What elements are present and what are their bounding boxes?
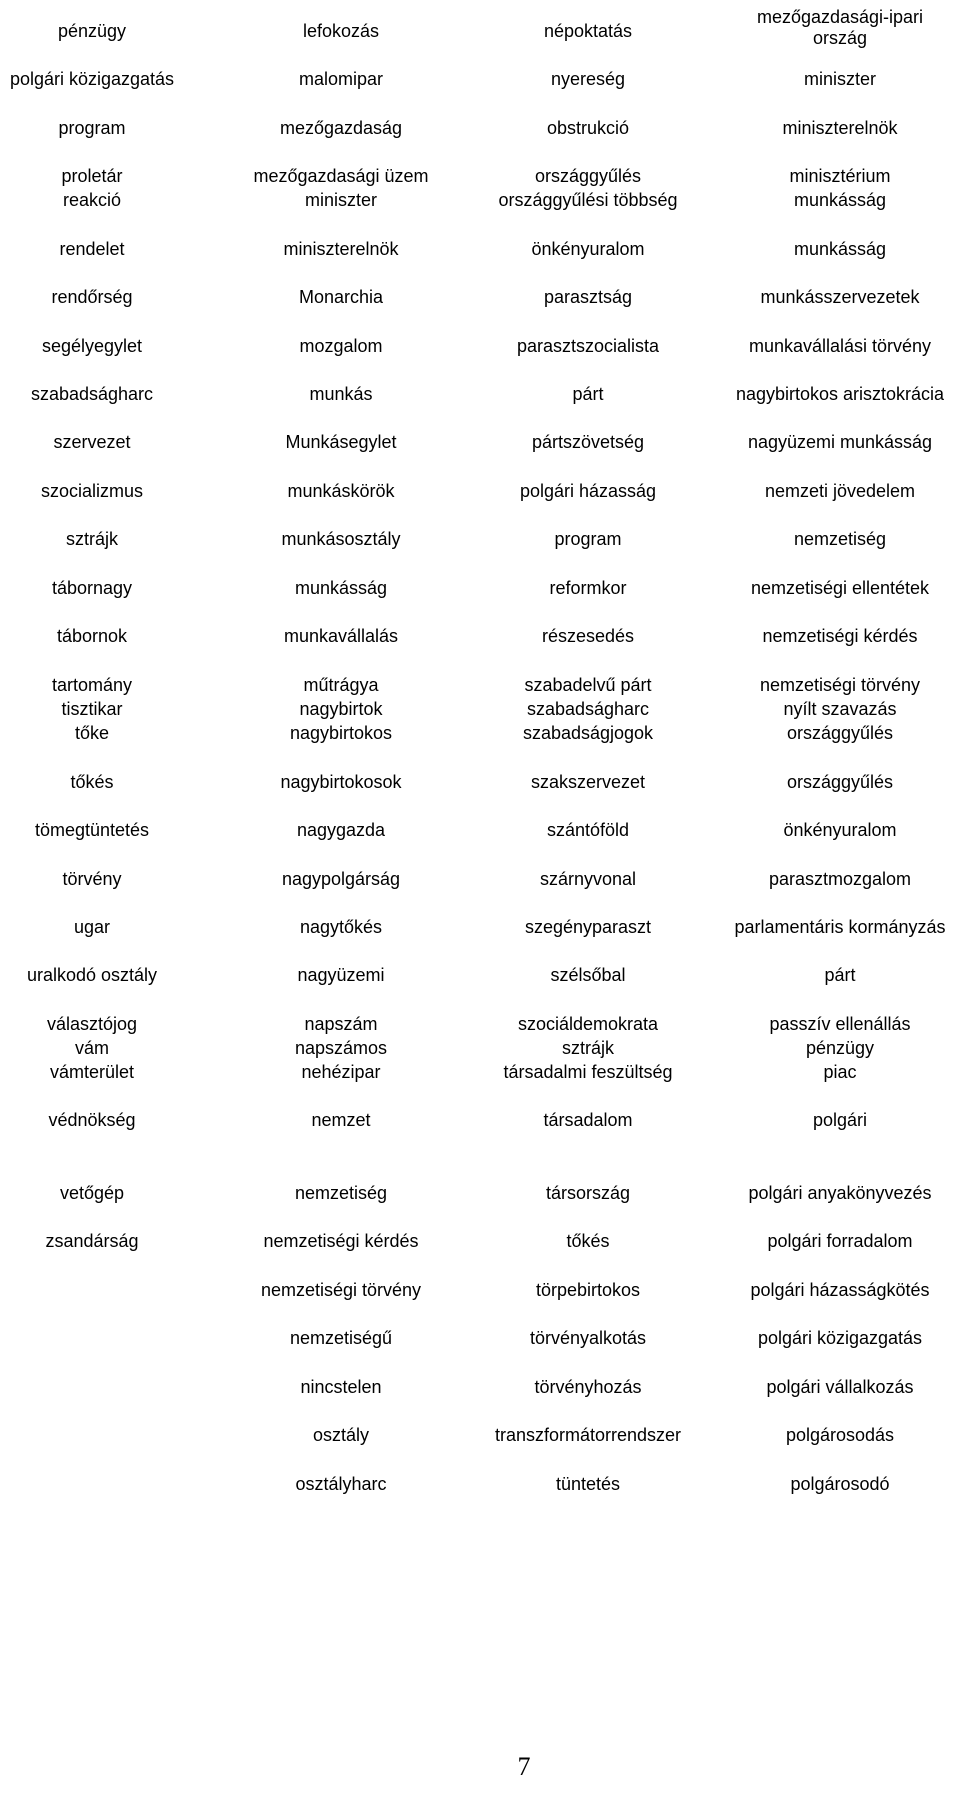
term-cell: reformkor [549,578,627,598]
term-cell: szabadságharc [30,384,154,404]
term-row [0,382,960,406]
term-row [0,1108,960,1132]
term-cell: reakció [62,190,122,210]
term-row [0,1036,960,1060]
term-cell: polgárosodó [790,1474,890,1494]
term-cell: önkényuralom [783,820,897,840]
term-cell: osztály [312,1425,370,1445]
term-row [0,1472,960,1496]
term-row [0,67,960,91]
term-cell: tüntetés [555,1474,621,1494]
term-row [0,576,960,600]
term-cell: rendőrség [51,287,133,307]
term-cell: országgyűlés [534,166,642,186]
page-number: 7 [517,1752,531,1781]
term-cell: Munkásegylet [285,432,397,452]
term-row [0,1278,960,1302]
term-cell: sztrájk [65,529,119,549]
term-row [0,7,960,48]
term-cell: szárnyvonal [539,869,637,889]
term-cell: törvényalkotás [529,1328,647,1348]
term-cell: parasztszocialista [516,336,660,356]
term-row [0,430,960,454]
term-row [0,1181,960,1205]
term-cell: miniszterelnök [283,239,399,259]
term-cell: nagybirtokosok [280,772,402,792]
term-cell: parasztság [543,287,633,307]
term-cell: párt [824,965,856,985]
term-cell: szabadságjogok [522,723,654,743]
term-cell: ugar [73,917,111,937]
term-cell: polgári vállalkozás [766,1377,914,1397]
term-cell: társadalom [543,1110,633,1130]
term-cell: napszám [304,1014,378,1034]
term-row [0,867,960,891]
term-cell: nagytőkés [299,917,383,937]
term-cell: program [554,529,622,549]
term-cell: zsandárság [45,1231,139,1251]
term-cell: tőkés [70,772,114,792]
term-cell: országgyűlés [786,723,894,743]
term-cell: társadalmi feszültség [503,1062,673,1082]
term-cell: törvény [62,869,122,889]
term-cell: pénzügy [805,1038,875,1058]
term-cell: nemzetiségű [289,1328,393,1348]
term-cell: malomipar [298,69,384,89]
term-cell: munkavállalási törvény [748,336,932,356]
term-cell: törpebirtokos [535,1280,641,1300]
term-cell: szervezet [53,432,131,452]
term-cell: szélsőbal [550,965,626,985]
term-cell: nagybirtokos [289,723,393,743]
term-cell: pénzügy [57,21,127,41]
term-cell: nemzeti jövedelem [764,481,916,501]
term-row [0,818,960,842]
term-cell: nincstelen [300,1377,382,1397]
term-cell: nyereség [550,69,626,89]
term-row [0,334,960,358]
term-cell: piac [823,1062,857,1082]
term-cell: osztályharc [295,1474,387,1494]
term-cell: munkásszervezetek [760,287,920,307]
term-row [0,1326,960,1350]
term-row [0,1012,960,1036]
term-cell: miniszterelnök [782,118,898,138]
term-row [0,721,960,745]
term-cell: polgári házasság [519,481,657,501]
term-cell: uralkodó osztály [26,965,158,985]
term-cell: nagyüzemi munkásság [747,432,933,452]
term-cell: párt [572,384,604,404]
term-cell: munkásosztály [281,529,401,549]
term-cell: tisztikar [61,699,123,719]
term-cell: társország [545,1183,631,1203]
term-cell: munkás [309,384,373,404]
term-cell: munkásság [793,190,887,210]
term-row [0,285,960,309]
term-row [0,1229,960,1253]
term-cell: obstrukció [546,118,630,138]
term-cell: Monarchia [298,287,384,307]
term-cell: polgári forradalom [767,1231,913,1251]
term-cell: pártszövetség [531,432,645,452]
term-cell: program [58,118,126,138]
term-cell: tőke [74,723,110,743]
term-cell: részesedés [541,626,635,646]
term-row [0,479,960,503]
term-row [0,188,960,212]
term-cell: parasztmozgalom [768,869,912,889]
term-cell: polgári házasságkötés [750,1280,930,1300]
term-cell: vámterület [49,1062,135,1082]
term-cell: nemzetiség [294,1183,388,1203]
term-cell: polgári közigazgatás [9,69,175,89]
term-cell: polgári közigazgatás [757,1328,923,1348]
term-cell: munkásság [294,578,388,598]
term-cell: nemzetiség [793,529,887,549]
term-cell: nehézipar [301,1062,381,1082]
term-cell: segélyegylet [41,336,143,356]
term-cell: nagygazda [296,820,386,840]
term-cell: nemzetiségi kérdés [762,626,918,646]
term-cell: mezőgazdaság [279,118,403,138]
term-cell: minisztérium [789,166,891,186]
term-row [0,237,960,261]
term-cell: passzív ellenállás [769,1014,911,1034]
term-cell: tartomány [51,675,133,695]
term-cell: mezőgazdasági-ipari ország [756,7,924,48]
term-cell: nemzetiségi kérdés [263,1231,419,1251]
term-cell: parlamentáris kormányzás [734,917,946,937]
term-row [0,673,960,697]
term-cell: vetőgép [59,1183,125,1203]
term-cell: nemzetiségi ellentétek [750,578,930,598]
term-cell: proletár [61,166,123,186]
term-cell: szocializmus [40,481,144,501]
term-cell: szántóföld [546,820,630,840]
term-cell: nyílt szavazás [783,699,897,719]
term-cell: munkáskörök [287,481,395,501]
term-cell: országgyűlési többség [498,190,678,210]
term-row [0,697,960,721]
term-cell: mozgalom [299,336,383,356]
term-row [0,116,960,140]
term-cell: rendelet [59,239,125,259]
term-cell: transzformátorrendszer [494,1425,682,1445]
term-cell: választójog [46,1014,138,1034]
term-cell: nagybirtokos arisztokrácia [735,384,945,404]
term-cell: szabadságharc [526,699,650,719]
term-cell: szegényparaszt [524,917,652,937]
term-row [0,164,960,188]
term-cell: szociáldemokrata [517,1014,659,1034]
term-cell: miniszter [304,190,378,210]
term-cell: országgyűlés [786,772,894,792]
term-row [0,915,960,939]
term-cell: műtrágya [303,675,379,695]
term-cell: vám [74,1038,110,1058]
term-cell: nemzet [311,1110,371,1130]
term-cell: nagyüzemi [297,965,385,985]
term-cell: miniszter [803,69,877,89]
term-cell: nemzetiségi törvény [759,675,921,695]
term-row [0,624,960,648]
term-cell: polgárosodás [785,1425,895,1445]
term-cell: munkavállalás [283,626,399,646]
term-cell: munkásság [793,239,887,259]
term-row [0,1060,960,1084]
term-cell: szabadelvű párt [524,675,652,695]
term-cell: népoktatás [543,21,633,41]
term-cell: mezőgazdasági üzem [253,166,429,186]
term-row [0,527,960,551]
term-cell: szakszervezet [530,772,646,792]
term-cell: tábornok [56,626,128,646]
term-cell: lefokozás [302,21,380,41]
term-cell: nagybirtok [299,699,383,719]
term-cell: törvényhozás [534,1377,642,1397]
term-cell: védnökség [48,1110,136,1130]
term-cell: önkényuralom [531,239,645,259]
term-row [0,1375,960,1399]
term-cell: nagypolgárság [281,869,401,889]
term-cell: napszámos [294,1038,388,1058]
term-cell: tábornagy [51,578,133,598]
term-row [0,1423,960,1447]
term-cell: polgári anyakönyvezés [748,1183,932,1203]
term-row [0,770,960,794]
term-cell: nemzetiségi törvény [260,1280,422,1300]
term-cell: tömegtüntetés [34,820,150,840]
term-cell: polgári [812,1110,868,1130]
term-row [0,963,960,987]
term-cell: tőkés [566,1231,610,1251]
term-cell: sztrájk [561,1038,615,1058]
